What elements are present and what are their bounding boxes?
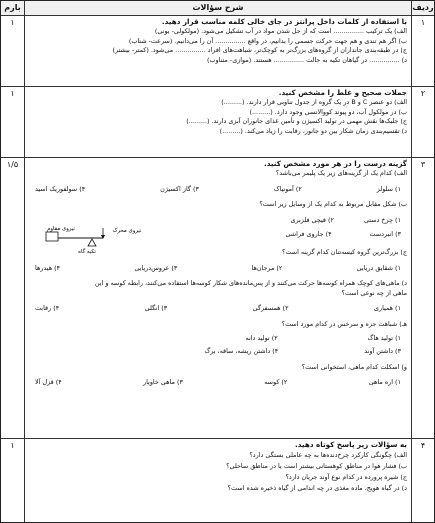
q3-e-option-1: ۱) تولید هاگ: [367, 333, 401, 342]
q3-a-options: [29, 185, 407, 195]
header-questions: شرح سؤالات: [192, 3, 244, 12]
q3-title: گزینه درست را در هر مورد مشخص کنید.: [263, 159, 407, 168]
q1-score: ۱: [1, 16, 25, 86]
q3-b-question: ب) شکل مقابل مربوط به کدام یک از وسایل زیر است؟: [259, 200, 407, 209]
q4-item-b: ب) فشار هوا در مناطق کوهستانی بیشتر است یا در مناطق ساحلی؟: [226, 462, 407, 470]
q3-d-question-line1: د) ماهی‌های کوچک همراه کوسه‌ها حرکت می‌کنند و از پس‌مانده‌های شکار کوسه‌ها استفاده می‌کنند، رابطه کوسه و این: [94, 279, 407, 288]
q3-d-option-3: ۳) انگلی: [144, 304, 168, 313]
q3-f-option-4: ۴) قزل آلا: [35, 378, 62, 387]
q3-f-option-1: ۱) اره ماهی: [368, 378, 401, 387]
header-row-number: ردیف: [411, 1, 434, 15]
q1-item-d: د) ............... در گیاهان تکیه به حالت ............... هستند. (موازی- متناوب): [207, 55, 407, 64]
q3-a-option-4: ۴) سولفوریک اسید: [35, 184, 86, 193]
q1-item-b: ب) اگر هم تندی و هم جهت حرکت جسمی را بدانیم، در واقع ............... آن را می‌دانیم. (سرعت- شتاب): [128, 36, 407, 45]
q1-row-number: ۱: [411, 16, 434, 86]
q3-a-option-1: ۱) سلولز: [376, 184, 401, 193]
q2-row-number: ۲: [411, 87, 434, 157]
q3-b-option-4: ۴) جاروی فراشی: [285, 230, 332, 239]
q3-e-option-2: ۲) تولید دانه: [245, 333, 278, 342]
q1-body: [25, 16, 411, 86]
header-score: بارم: [1, 1, 25, 15]
q3-f-option-3: ۳) ماهی خاویار: [143, 378, 183, 387]
q3-f-question: و) اسکلت کدام ماهی، استخوانی است؟: [301, 362, 407, 371]
q3-a-question: الف) کدام یک از گزینه‌های زیر یک پلیمر می‌باشد؟: [275, 169, 407, 177]
q2-item-b: ب) در مولکول آب، دو پیوند کووالانسی وجود دارد. (.........): [249, 107, 407, 116]
q1-item-c: ج) در طبقه‌بندی جانداران از گروه‌های بزرگ‌تر به کوچک‌تر، شباهت‌های افراد ............... می‌شود. (کمتر- بیشتر): [112, 46, 407, 55]
q4-item-d: د) در گیاه هویج، ماده مغذی در چه اندامی از گیاه ذخیره شده است؟: [227, 484, 407, 492]
q3-d-options: [29, 304, 407, 314]
lever-diagram: [43, 224, 142, 255]
q3-f-options: [29, 378, 407, 388]
q3-f-option-2: ۲) کوسه: [264, 378, 288, 387]
question-3: [1, 158, 434, 439]
q3-e-question: هـ) شباهت جزه و سرخس در کدام مورد است؟: [281, 319, 407, 328]
q3-d-option-4: ۴) رقابت: [35, 304, 60, 313]
q3-e-options-row2: [29, 347, 407, 357]
load-label: نیروی مقاوم: [47, 226, 75, 232]
q3-e-options-row1: [29, 334, 407, 344]
q3-c-options: [29, 264, 407, 274]
q2-item-c: ج) جلبک‌ها نقش مهمی در تولید اکسیژن و تأمین غذای جانوران آبزی دارند. (.........): [186, 117, 407, 126]
q3-d-option-2: ۲) همسفرگی: [252, 304, 289, 313]
q4-title: به سؤالات زیر پاسخ کوتاه دهید.: [295, 440, 407, 449]
q2-body: [25, 87, 411, 157]
q3-row-number: ۳: [411, 158, 434, 438]
q3-b-option-3: ۳) انبردست: [369, 230, 401, 239]
q3-c-question: ج) بزرگ‌ترین گروه کیسه‌تنان کدام گزینه است؟: [282, 247, 407, 256]
q3-b-option-2: ۲) قیچی فلزبری: [290, 215, 334, 224]
fulcrum-icon: [88, 239, 96, 246]
fulcrum-label: تکیه گاه: [78, 249, 96, 255]
q3-c-option-1: ۱) شقایق دریایی: [356, 263, 401, 272]
q3-score: ۱/۵: [1, 158, 25, 438]
q4-row-number: ۴: [411, 439, 434, 522]
q1-item-a: الف) یک ترکیب ............... است که از حل شدن مواد در آب تشکیل می‌شود. (مولکولی- یونی): [154, 27, 407, 35]
q4-item-a: الف) چگونگی کارکرد چرخ‌دنده‌ها به چه عاملی بستگی دارد؟: [249, 451, 407, 459]
q3-e-option-3: ۳) داشتن آوند: [364, 347, 401, 356]
load-box: [46, 232, 58, 241]
q3-b-option-1: ۱) چرخ دستی: [363, 215, 401, 224]
q4-score: ۱: [1, 439, 25, 522]
q3-e-option-4: ۴) داشتن ریشه، ساقه، برگ: [204, 347, 279, 356]
q2-item-a: الف) دو عنصر C و B در یک گروه از جدول تناوبی قرار دارند. (.........): [221, 98, 407, 106]
q4-item-c: ج) شیره پرورده در کدام نوع آوند جریان دارد؟: [285, 473, 407, 481]
q3-c-option-3: ۳) عروس‌دریایی: [134, 263, 178, 272]
q2-title: جملات صحیح و غلط را مشخص کنید.: [278, 88, 407, 97]
q3-d-option-1: ۱) همیاری: [374, 304, 401, 313]
question-2: [1, 87, 434, 158]
q3-c-option-4: ۴) هیدرها: [35, 263, 61, 272]
lever-diagram-svg: [43, 224, 142, 255]
question-4: [1, 439, 434, 522]
q3-a-option-2: ۲) آمونیاک: [273, 184, 302, 193]
q2-item-d: د) تقسیم‌بندی زمان شکار بین دو جانور، رقابت را زیاد می‌کند. (.........): [219, 126, 407, 135]
question-1: [1, 16, 434, 87]
q3-d-question-line2: ماهی از چه نوعی است؟: [341, 288, 407, 297]
table-header: [1, 1, 434, 16]
q3-a-option-3: ۳) گاز اکسیژن: [160, 184, 199, 193]
q2-score: ۱: [1, 87, 25, 157]
q3-c-option-2: ۲) مرجان‌ها: [251, 263, 283, 272]
effort-label: نیروی محرک: [112, 228, 142, 234]
q3-body: [25, 158, 411, 438]
q1-title: با استفاده از کلمات داخل پرانتز در جای خالی کلمه مناسب قرار دهید.: [161, 17, 407, 26]
q4-body: [25, 439, 411, 522]
